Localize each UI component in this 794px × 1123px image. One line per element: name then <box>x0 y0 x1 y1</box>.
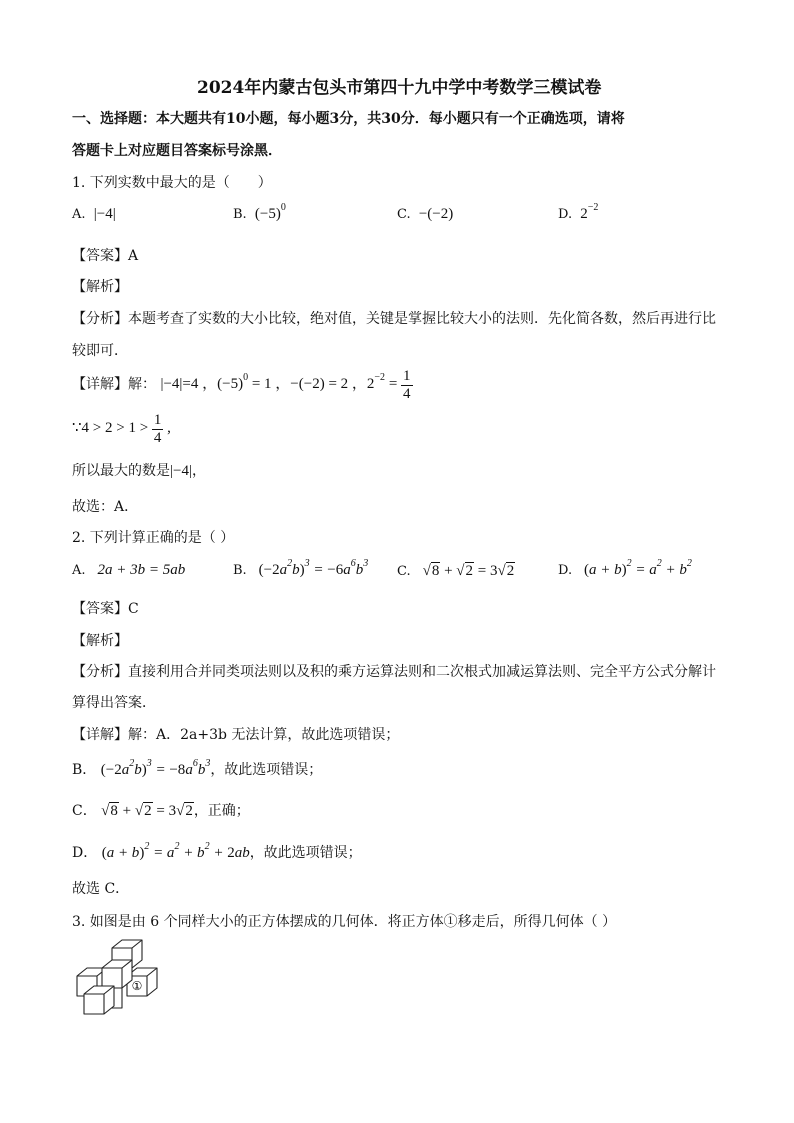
cube-mark: ① <box>131 979 143 993</box>
q3-stem: 3. 如图是由 6 个同样大小的正方体摆成的几何体．将正方体①移走后，所得几何体（ ） <box>72 914 617 930</box>
cube-figure <box>72 936 168 1018</box>
q2-detail-b: B． $(-2a^2b)^3 = -8a^6b^3$，故此选项错误； <box>72 758 323 778</box>
q1-option-d: D. $2^{-2}$ <box>558 202 599 222</box>
option-label: B. <box>233 207 247 222</box>
q1-choose: 故选：A． <box>72 499 139 515</box>
q2-answer: 【答案】C <box>72 601 139 617</box>
q2-fenxi-line2: 算得出答案． <box>72 695 156 711</box>
option-label: C. <box>397 207 411 222</box>
q2-detail-c: C． √8 + √2 = 3√2，正确； <box>72 803 250 819</box>
section-heading-line1: 一、选择题：本大题共有10小题，每小题3分，共30分．每小题只有一个正确选项，请将 <box>72 111 625 127</box>
q2-analysis-label: 【解析】 <box>72 633 128 649</box>
q1-option-a: A. |−4| <box>72 206 116 222</box>
q1-fenxi-line2: 较即可． <box>72 343 128 359</box>
q2-detail-a: 【详解】解：A．2a+3b 无法计算，故此选项错误； <box>72 727 400 743</box>
option-label: D. <box>558 207 573 222</box>
page-title: 2024年内蒙古包头市第四十九中学中考数学三模试卷 <box>197 78 602 98</box>
q1-detail: 【详解】解： |−4|=4 ，$(-5)^0 = 1$ ，−(−2) = 2 ，$2^{-2}$ = $\frac{1}{4}$ <box>72 368 411 402</box>
q1-option-c: C. −(−2) <box>397 206 454 222</box>
q2-option-b: B. $(-2a^2b)^3 = -6a^6b^3$ <box>233 558 369 578</box>
q2-stem: 2. 下列计算正确的是（ ） <box>72 530 235 546</box>
q2-option-d: D. $(a + b)^2 = a^2 + b^2$ <box>558 558 692 578</box>
q1-option-b: B. $(-5)^0$ <box>233 202 286 222</box>
q1-stem: 1. 下列实数中最大的是（ ） <box>72 175 272 191</box>
q1-fenxi-line1: 【分析】本题考查了实数的大小比较，绝对值，关键是掌握比较大小的法则．先化简各数，然后再进行比 <box>72 311 716 327</box>
q2-option-a: A. 2a + 3b = 5ab <box>72 562 186 578</box>
q2-choose: 故选 C． <box>72 881 130 897</box>
option-label: A. <box>72 207 86 222</box>
q2-fenxi-line1: 【分析】直接利用合并同类项法则以及积的乘方运算法则和二次根式加减运算法则、完全平方公式分解计 <box>72 664 716 680</box>
q1-analysis-label: 【解析】 <box>72 279 128 295</box>
q2-detail-d: D． $(a + b)^2 = a^2 + b^2 + 2ab$，故此选项错误； <box>72 841 362 861</box>
q2-option-c: C. √8 + √2 = 3√2 <box>397 563 515 579</box>
section-heading-line2: 答题卡上对应题目答案标号涂黑． <box>72 143 282 159</box>
q1-compare: ∵4 > 2 > 1 > $\frac{1}{4}$ , <box>72 412 171 446</box>
q1-conclusion: 所以最大的数是|−4|， <box>72 463 206 479</box>
q1-answer: 【答案】A <box>72 248 139 264</box>
